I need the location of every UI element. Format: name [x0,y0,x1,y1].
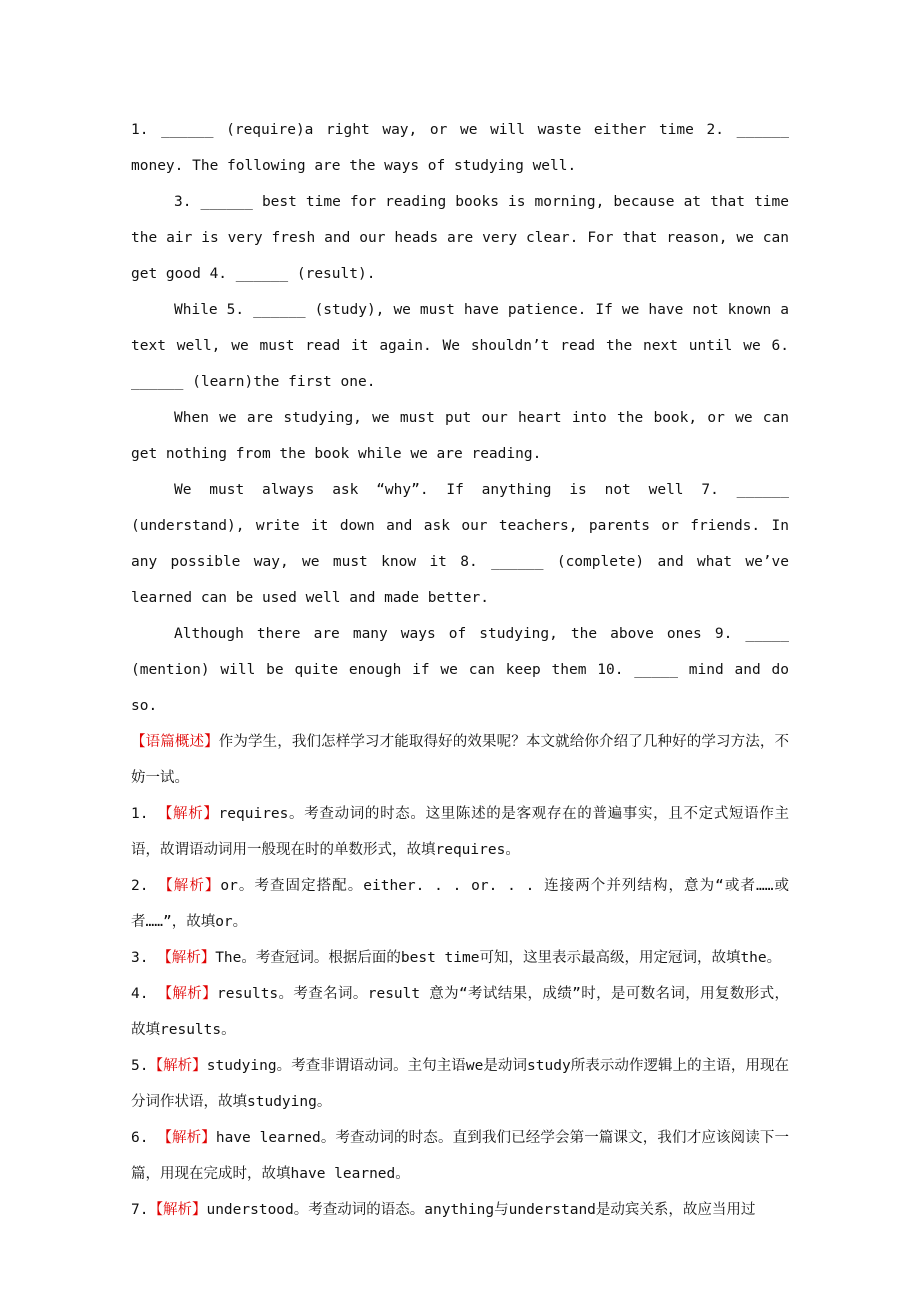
analysis-number: 6. [131,1130,158,1146]
analysis-item [131,796,789,868]
analysis-item [131,1120,789,1192]
analysis-text: or。考查固定搭配。either. . . or. . . 连接两个并列结构，意为“或者……或者……”，故填or。 [131,878,789,930]
analysis-text: The。考查冠词。根据后面的best time可知，这里表示最高级，用定冠词，故填the。 [215,950,782,966]
analysis-tag: 【解析】 [157,986,218,1002]
analysis-tag: 【解析】 [157,806,219,822]
analysis-tag: 【解析】 [148,1058,207,1074]
analysis-tag: 【解析】 [157,1130,216,1146]
analysis-number: 1. [131,806,158,822]
analysis-text: have learned。考查动词的时态。直到我们已经学会第一篇课文，我们才应该阅读下一篇，用现在完成时，故填have learned。 [131,1130,789,1182]
analysis-number: 2. [131,878,159,894]
passage-paragraph: Although there are many ways of studying, the above ones 9. _____ (mention) will be quite enough if we can keep them 10. _____ mind and do so. [131,626,789,714]
passage [131,112,789,724]
analysis-tag: 【解析】 [158,878,221,894]
analysis-item [131,868,789,940]
summary-text: 作为学生，我们怎样学习才能取得好的效果呢？本文就给你介绍了几种好的学习方法，不妨一试。 [131,734,789,786]
analysis-text: results。考查名词。result 意为“考试结果，成绩”时，是可数名词，用复数形式，故填results。 [131,986,789,1038]
document-page [131,112,789,1228]
analysis-tag: 【解析】 [157,950,216,966]
passage-paragraph: While 5. ______ (study), we must have patience. If we have not known a text well, we must read it again. We shouldn’t read the next until we 6. ______ (learn)the first one. [131,302,789,390]
analysis-number: 5. [131,1058,149,1074]
passage-paragraph: We must always ask “why”. If anything is not well 7. ______ (understand), write it down and ask our teachers, parents or friends. In any possible way, we must know it 8. ______ (complete) and what we’ve learned can be used well and made better. [131,482,789,606]
summary [131,724,789,796]
analysis-list [131,796,789,1228]
analysis-text: requires。考查动词的时态。这里陈述的是客观存在的普遍事实，且不定式短语作主语，故谓语动词用一般现在时的单数形式，故填requires。 [131,806,789,858]
analysis-number: 7. [131,1202,149,1218]
analysis-tag: 【解析】 [148,1202,207,1218]
passage-paragraph: 3. ______ best time for reading books is morning, because at that time the air is very fresh and our heads are very clear. For that reason, we can get good 4. ______ (result). [131,194,789,282]
passage-paragraph: 1. ______ (require)a right way, or we will waste either time 2. ______ money. The following are the ways of studying well. [131,122,789,174]
analysis-number: 3. [131,950,158,966]
analysis-item [131,976,789,1048]
analysis-item [131,1048,789,1120]
summary-tag: 【语篇概述】 [131,734,219,750]
analysis-text: studying。考查非谓语动词。主句主语we是动词study所表示动作逻辑上的主语，用现在分词作状语，故填studying。 [131,1058,789,1110]
passage-paragraph: When we are studying, we must put our heart into the book, or we can get nothing from the book while we are reading. [131,410,789,462]
analysis-number: 4. [131,986,158,1002]
analysis-item [131,1192,789,1228]
analysis-text: understood。考查动词的语态。anything与understand是动宾关系，故应当用过 [206,1202,756,1218]
analysis-item [131,940,789,976]
